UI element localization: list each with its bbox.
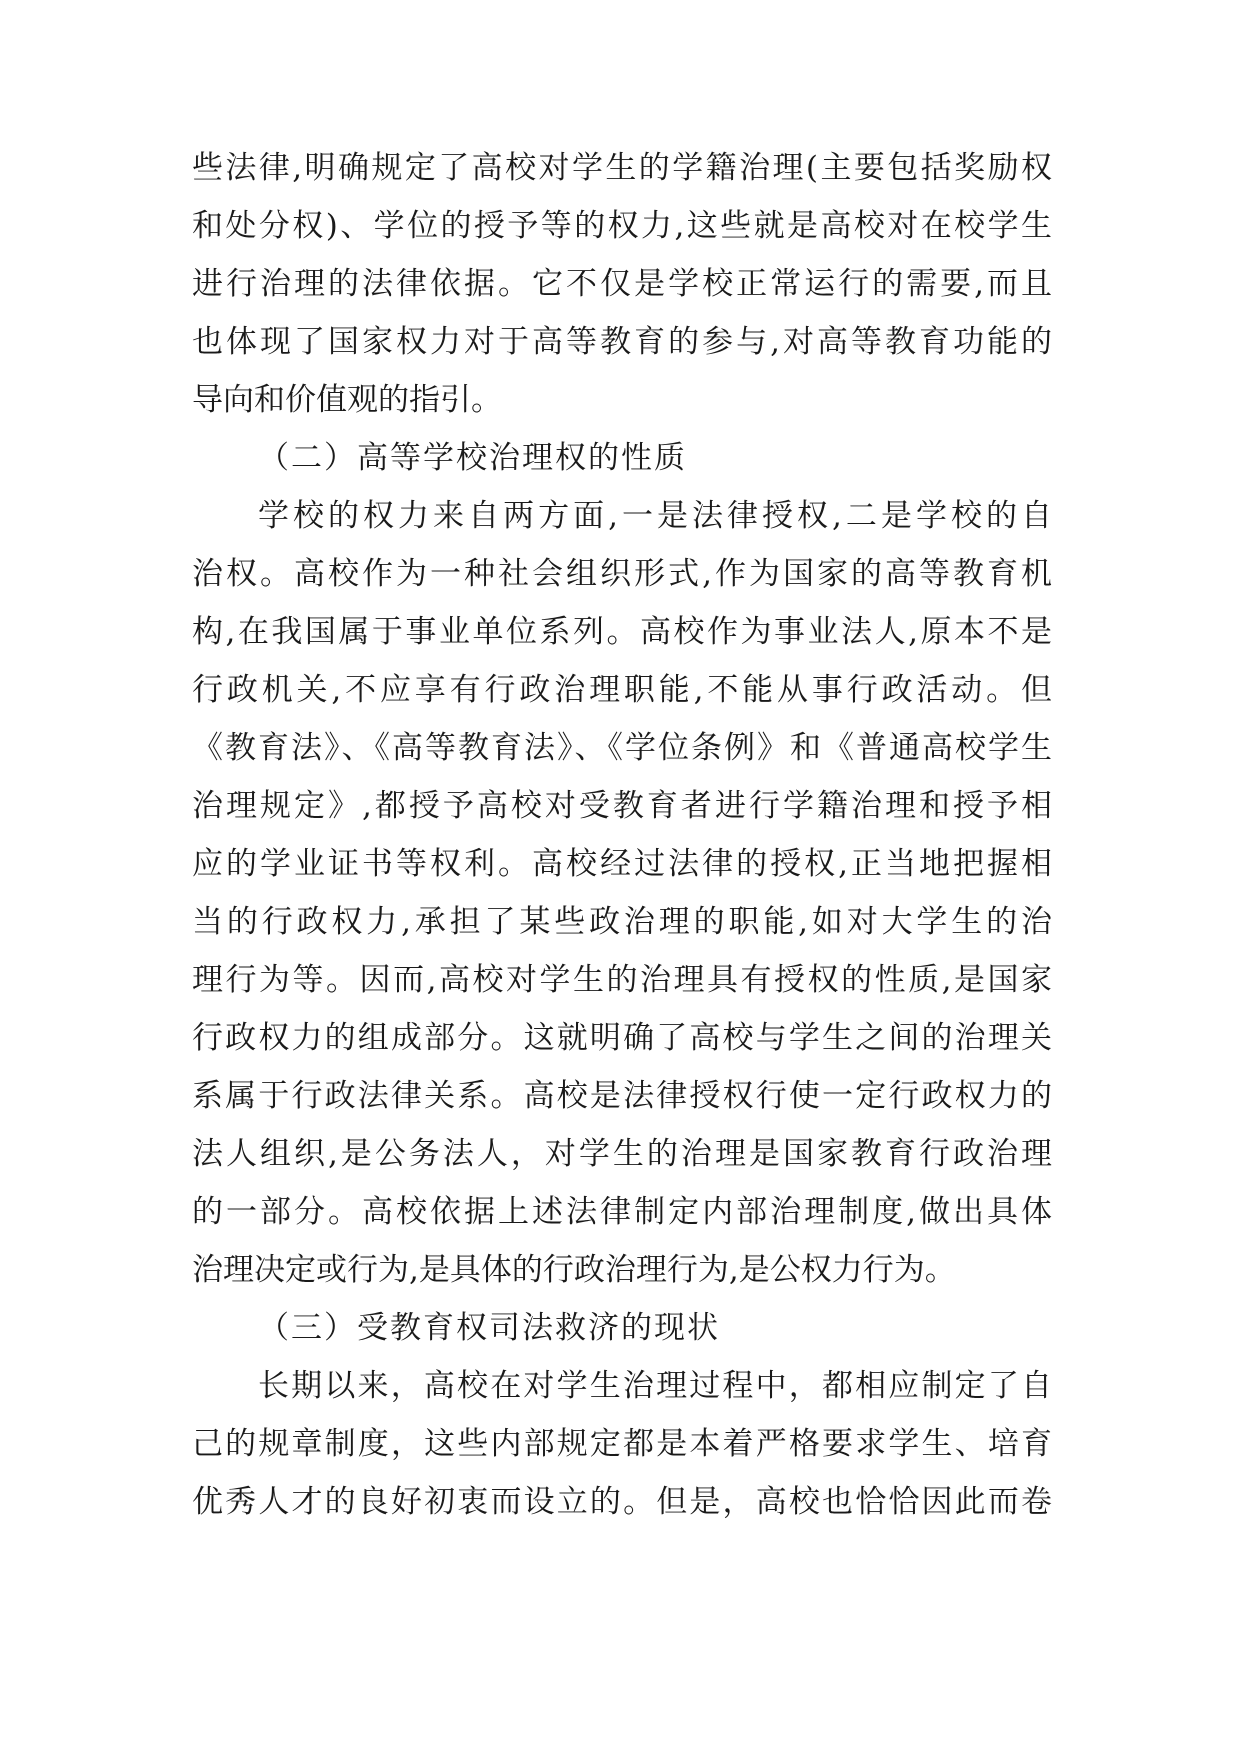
paragraph-line: 法人组织,是公务法人，对学生的治理是国家教育行政治理 bbox=[192, 1136, 1052, 1172]
paragraph-line: 应的学业证书等权利。高校经过法律的授权,正当地把握相 bbox=[192, 846, 1052, 882]
paragraph-line: 《教育法》、《高等教育法》、《学位条例》和《普通高校学生 bbox=[192, 730, 1052, 766]
paragraph-line: 和处分权)、学位的授予等的权力,这些就是高校对在校学生 bbox=[192, 208, 1052, 244]
paragraph-line: 治理决定或行为,是具体的行政治理行为,是公权力行为。 bbox=[192, 1252, 956, 1288]
paragraph-line: 治理规定》,都授予高校对受教育者进行学籍治理和授予相 bbox=[192, 788, 1052, 824]
paragraph-line: 的一部分。高校依据上述法律制定内部治理制度,做出具体 bbox=[192, 1194, 1052, 1230]
paragraph-line: 治权。高校作为一种社会组织形式,作为国家的高等教育机 bbox=[192, 556, 1052, 592]
paragraph-line: 系属于行政法律关系。高校是法律授权行使一定行政权力的 bbox=[192, 1078, 1052, 1114]
paragraph-line: 些法律,明确规定了高校对学生的学籍治理(主要包括奖励权 bbox=[192, 150, 1052, 186]
paragraph-line: 长期以来，高校在对学生治理过程中，都相应制定了自 bbox=[258, 1368, 1052, 1404]
paragraph-line: 优秀人才的良好初衷而设立的。但是，高校也恰恰因此而卷 bbox=[192, 1484, 1052, 1520]
section-heading: （二）高等学校治理权的性质 bbox=[258, 440, 687, 476]
paragraph-line: 当的行政权力,承担了某些政治理的职能,如对大学生的治 bbox=[192, 904, 1052, 940]
paragraph-line: 行政机关,不应享有行政治理职能,不能从事行政活动。但 bbox=[192, 672, 1052, 708]
paragraph-line: 进行治理的法律依据。它不仅是学校正常运行的需要,而且 bbox=[192, 266, 1052, 302]
paragraph-line: 理行为等。因而,高校对学生的治理具有授权的性质,是国家 bbox=[192, 962, 1052, 998]
paragraph-line: 行政权力的组成部分。这就明确了高校与学生之间的治理关 bbox=[192, 1020, 1052, 1056]
paragraph-line: 导向和价值观的指引。 bbox=[192, 382, 502, 418]
paragraph-line: 构,在我国属于事业单位系列。高校作为事业法人,原本不是 bbox=[192, 614, 1052, 650]
section-heading: （三）受教育权司法救济的现状 bbox=[258, 1310, 720, 1346]
paragraph-line: 己的规章制度，这些内部规定都是本着严格要求学生、培育 bbox=[192, 1426, 1052, 1462]
paragraph-line: 也体现了国家权力对于高等教育的参与,对高等教育功能的 bbox=[192, 324, 1052, 360]
paragraph-line: 学校的权力来自两方面,一是法律授权,二是学校的自 bbox=[258, 498, 1052, 534]
